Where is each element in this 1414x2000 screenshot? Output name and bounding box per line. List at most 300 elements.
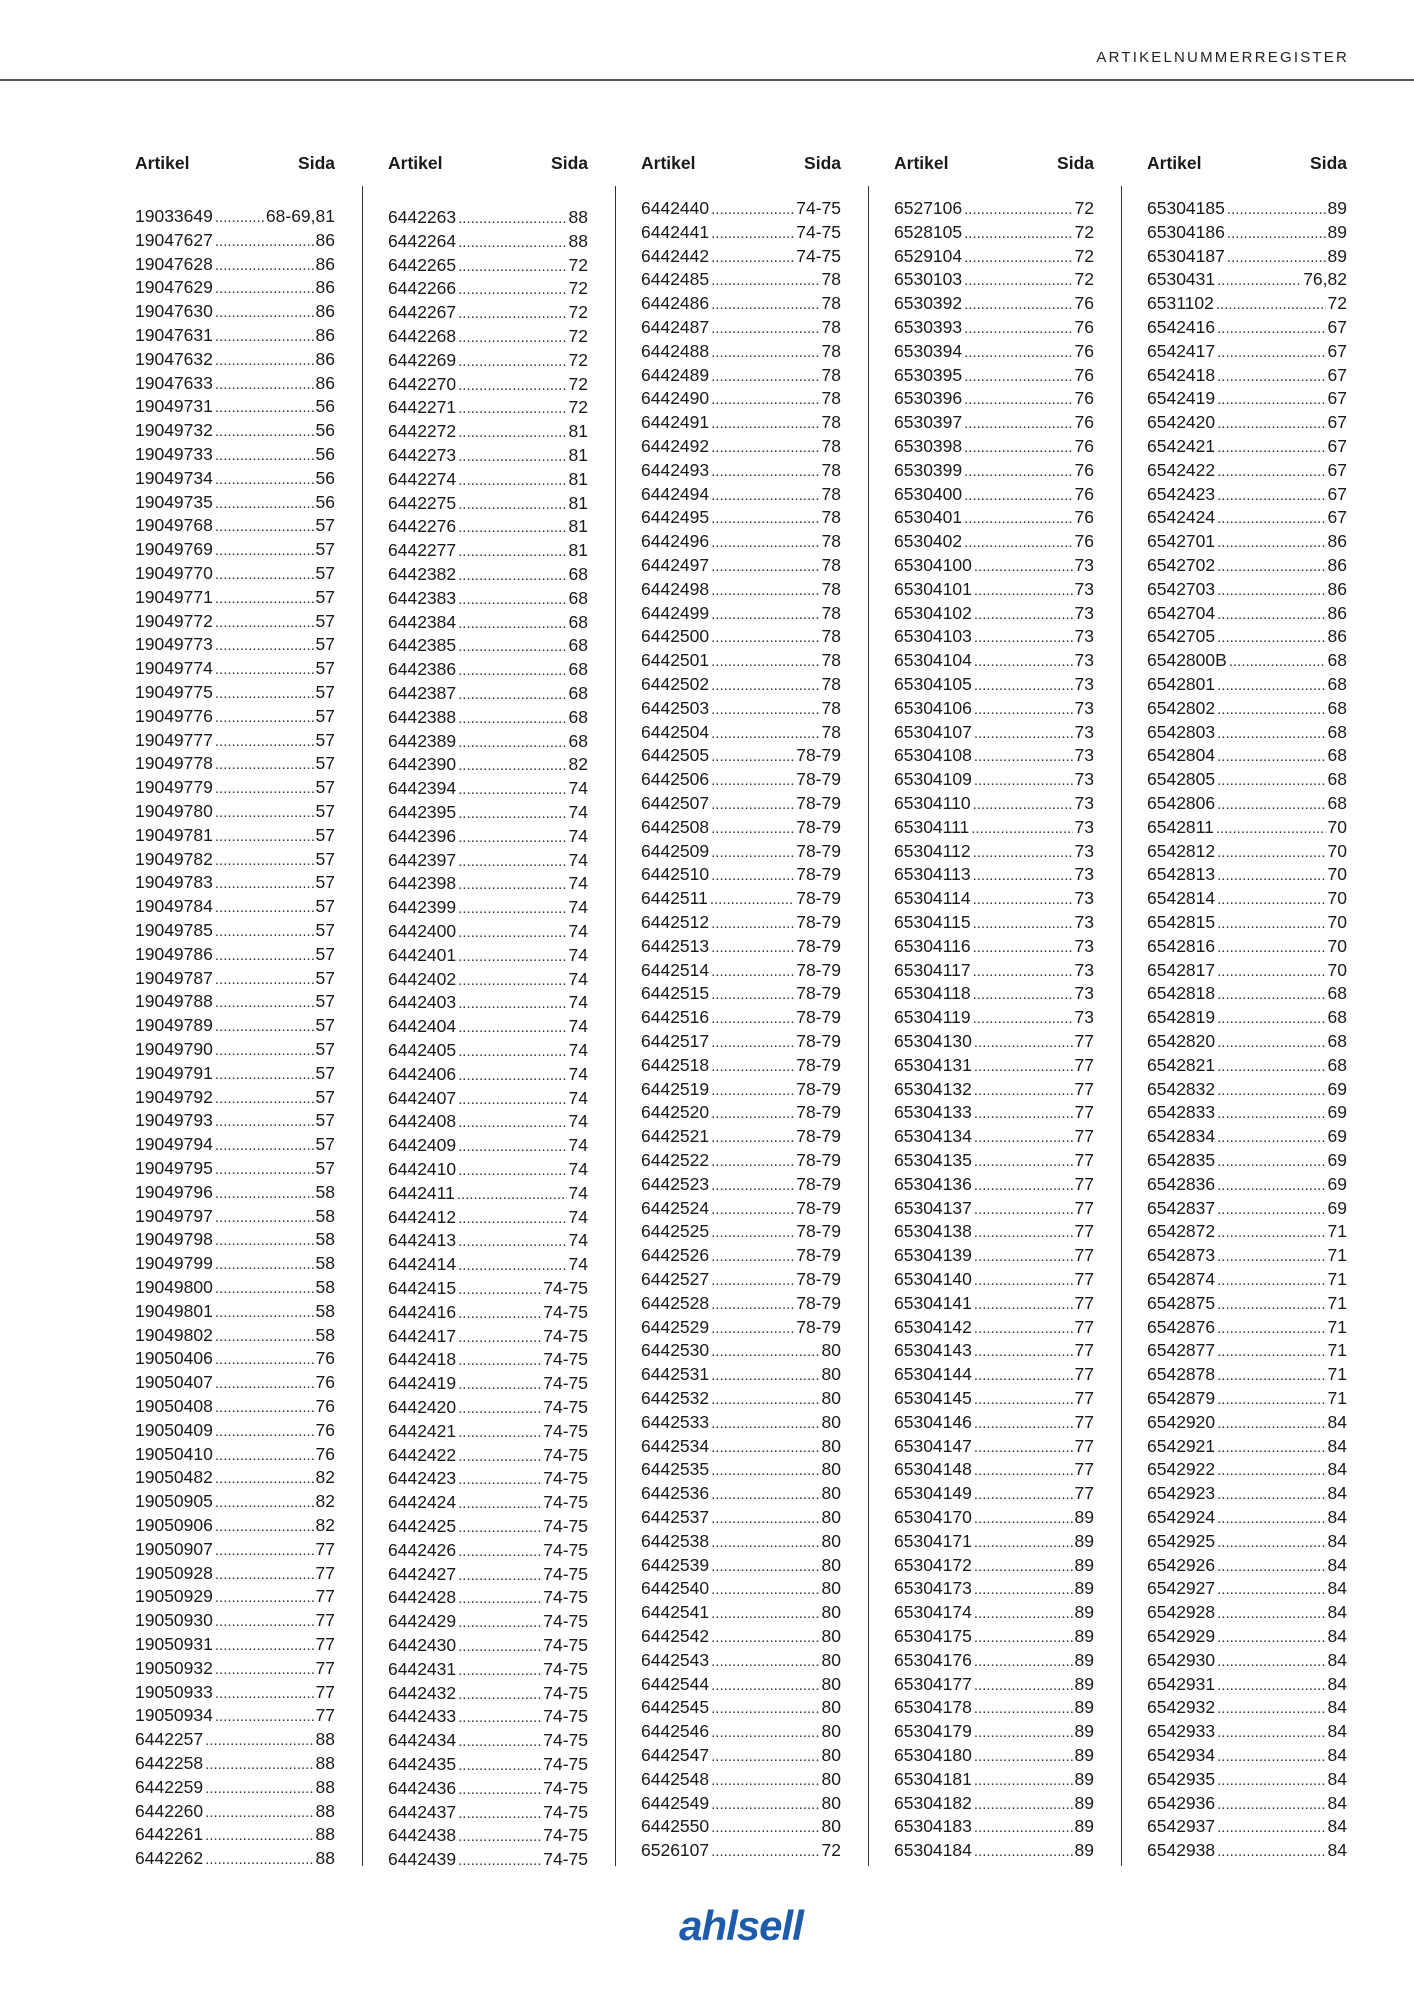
list-item — [388, 1039, 588, 1061]
list-item — [894, 1649, 1094, 1671]
list-item — [641, 268, 841, 290]
page-reference: 86 — [315, 253, 335, 274]
list-item — [388, 753, 588, 775]
page-reference: 78-79 — [796, 1316, 841, 1337]
page-reference: 68 — [568, 635, 588, 656]
list-item — [388, 896, 588, 918]
list-item — [388, 1848, 588, 1870]
article-number: 6542814 — [1147, 888, 1216, 909]
page-reference: 56 — [315, 444, 335, 464]
article-number: 6442541 — [641, 1602, 710, 1623]
page-reference: 72 — [1074, 198, 1094, 218]
page-reference: 89 — [1327, 198, 1347, 218]
dot-leader — [1227, 223, 1326, 245]
list-item — [641, 1720, 841, 1742]
dot-leader — [974, 1365, 1073, 1387]
article-number: 6442384 — [388, 611, 457, 632]
article-number: 6442389 — [388, 730, 457, 751]
article-number: 6442531 — [641, 1364, 710, 1385]
article-number: 6442402 — [388, 968, 457, 989]
list-item — [894, 387, 1094, 409]
page-reference: 78-79 — [796, 1007, 841, 1028]
article-number: 6542930 — [1147, 1649, 1216, 1670]
logo-text: ahlsell — [679, 1902, 803, 1949]
list-item — [388, 1444, 588, 1466]
page-reference: 78 — [821, 721, 841, 742]
list-item — [388, 1777, 588, 1799]
article-number: 6442277 — [388, 540, 457, 561]
dot-leader — [215, 1064, 314, 1086]
article-number: 19049792 — [135, 1086, 213, 1107]
page-reference: 78-79 — [796, 959, 841, 980]
dot-leader — [974, 675, 1073, 697]
page-reference: 70 — [1327, 816, 1347, 837]
page-reference: 84 — [1327, 1602, 1347, 1623]
list-item — [388, 1206, 588, 1228]
page-reference: 73 — [1074, 626, 1094, 647]
dot-leader — [458, 1755, 541, 1777]
dot-leader — [215, 659, 314, 681]
dot-leader — [458, 613, 566, 635]
article-number: 6542875 — [1147, 1292, 1216, 1313]
article-number: 65304100 — [894, 555, 972, 575]
dot-leader — [215, 1207, 314, 1229]
dot-leader — [711, 865, 794, 887]
page-reference: 76 — [1074, 436, 1094, 456]
list-item — [135, 1704, 335, 1726]
list-item — [388, 944, 588, 966]
article-number: 6442527 — [641, 1269, 710, 1289]
article-number: 6542704 — [1147, 602, 1216, 623]
list-item — [641, 768, 841, 790]
dot-leader — [458, 1350, 541, 1372]
list-item — [1147, 506, 1347, 528]
page-reference: 86 — [1327, 555, 1347, 575]
page-reference: 67 — [1327, 436, 1347, 456]
page-reference: 78-79 — [796, 912, 841, 932]
article-number: 6442266 — [388, 278, 457, 299]
article-number: 6442429 — [388, 1611, 457, 1632]
dot-leader — [458, 541, 566, 563]
dot-leader — [1217, 1508, 1325, 1530]
list-item — [894, 935, 1094, 957]
page-reference: 80 — [821, 1649, 841, 1670]
dot-leader — [458, 1112, 566, 1134]
list-item — [894, 1530, 1094, 1552]
article-number: 6442536 — [641, 1483, 710, 1504]
article-number: 6442421 — [388, 1420, 457, 1441]
page-reference: 76 — [1074, 412, 1094, 433]
list-item — [388, 1824, 588, 1846]
dot-leader — [205, 1778, 313, 1800]
list-item — [894, 1839, 1094, 1861]
article-number: 6530395 — [894, 364, 963, 385]
article-number: 6442382 — [388, 564, 457, 584]
dot-leader — [711, 1794, 819, 1816]
list-item — [388, 301, 588, 323]
page-reference: 74 — [568, 897, 588, 918]
dot-leader — [215, 374, 314, 396]
dot-leader — [458, 970, 566, 992]
article-number: 6542938 — [1147, 1840, 1216, 1861]
dot-leader — [974, 1270, 1073, 1292]
page-reference: 57 — [315, 824, 335, 845]
list-item — [641, 1339, 841, 1361]
dot-leader — [215, 635, 314, 657]
article-number: 6542937 — [1147, 1816, 1216, 1837]
page-reference: 78-79 — [796, 1292, 841, 1313]
article-number: 6542922 — [1147, 1459, 1216, 1480]
list-item — [388, 1325, 588, 1347]
page-reference: 74-75 — [543, 1349, 588, 1370]
page-reference: 88 — [568, 207, 588, 227]
list-item — [641, 1554, 841, 1576]
article-number: 65304144 — [894, 1364, 972, 1385]
dot-leader — [1217, 1532, 1325, 1554]
article-number: 6542816 — [1147, 935, 1216, 956]
dot-leader — [1217, 865, 1325, 887]
article-number: 19049734 — [135, 467, 213, 488]
list-item — [388, 230, 588, 252]
dot-leader — [1217, 1651, 1325, 1673]
page-reference: 77 — [1074, 1078, 1094, 1099]
page-reference: 80 — [821, 1673, 841, 1694]
list-item — [388, 492, 588, 514]
dot-leader — [458, 589, 566, 611]
dot-leader — [1217, 270, 1301, 292]
page-reference: 89 — [1074, 1554, 1094, 1575]
page-reference: 73 — [1074, 840, 1094, 861]
list-item — [135, 943, 335, 965]
article-number: 65304171 — [894, 1530, 972, 1551]
page-reference: 74-75 — [543, 1278, 588, 1298]
list-item — [894, 411, 1094, 433]
page-reference: 86 — [315, 325, 335, 345]
article-number: 6542835 — [1147, 1150, 1216, 1170]
list-item — [388, 682, 588, 704]
page-reference: 57 — [315, 1134, 335, 1155]
page-reference: 70 — [1327, 864, 1347, 885]
list-item — [1147, 435, 1347, 457]
page-reference: 70 — [1327, 912, 1347, 932]
dot-leader — [458, 1017, 566, 1039]
page-reference: 67 — [1327, 364, 1347, 385]
page-reference: 72 — [1074, 269, 1094, 290]
page-reference: 74-75 — [543, 1635, 588, 1655]
list-item — [1147, 530, 1347, 552]
list-item — [388, 920, 588, 942]
dot-leader — [458, 708, 566, 730]
article-number: 6442533 — [641, 1411, 710, 1432]
article-number: 6542934 — [1147, 1745, 1216, 1765]
page-reference: 57 — [315, 515, 335, 536]
list-item — [894, 292, 1094, 314]
page-reference: 84 — [1327, 1411, 1347, 1432]
article-number: 19050410 — [135, 1443, 213, 1464]
article-number: 6542876 — [1147, 1316, 1216, 1337]
list-item — [135, 1276, 335, 1298]
dot-leader — [458, 303, 566, 325]
page-reference: 84 — [1327, 1507, 1347, 1527]
list-item — [388, 1729, 588, 1751]
list-item — [135, 1514, 335, 1536]
list-item — [894, 1768, 1094, 1790]
dot-leader — [215, 1088, 314, 1110]
page-reference: 68 — [1327, 721, 1347, 742]
list-item — [894, 1078, 1094, 1100]
page-reference: 80 — [821, 1578, 841, 1599]
page-reference: 56 — [315, 467, 335, 488]
page-reference: 86 — [315, 372, 335, 393]
list-item — [1147, 1101, 1347, 1123]
article-number: 6542925 — [1147, 1530, 1216, 1551]
page-reference: 74 — [568, 849, 588, 870]
page-reference: 74-75 — [543, 1706, 588, 1727]
list-item — [135, 276, 335, 298]
article-number: 6442504 — [641, 721, 710, 742]
dot-leader — [458, 1374, 541, 1396]
dot-leader — [215, 1326, 314, 1348]
list-item — [135, 729, 335, 751]
page-reference: 73 — [1074, 555, 1094, 575]
page-reference: 80 — [821, 1745, 841, 1765]
dot-leader — [964, 437, 1072, 459]
list-item — [894, 1458, 1094, 1480]
article-number: 6442399 — [388, 897, 457, 918]
page-reference: 72 — [568, 278, 588, 299]
list-item — [388, 587, 588, 609]
article-number: 19047628 — [135, 253, 213, 274]
page-reference: 78-79 — [796, 1054, 841, 1075]
list-item — [894, 1554, 1094, 1576]
article-number: 6542424 — [1147, 507, 1216, 528]
list-item — [388, 730, 588, 752]
dot-leader — [458, 398, 566, 420]
article-number: 19049784 — [135, 896, 213, 917]
dot-leader — [458, 779, 566, 801]
page-reference: 84 — [1327, 1792, 1347, 1813]
article-number: 19047633 — [135, 372, 213, 393]
page-reference: 74 — [568, 968, 588, 989]
list-item — [641, 1316, 841, 1338]
article-number: 19050930 — [135, 1610, 213, 1631]
list-item — [388, 1134, 588, 1156]
dot-leader — [215, 1230, 314, 1252]
article-number: 6530402 — [894, 531, 963, 552]
page-reference: 67 — [1327, 507, 1347, 528]
page-reference: 86 — [1327, 531, 1347, 552]
article-number: 6542935 — [1147, 1768, 1216, 1789]
dot-leader — [1217, 508, 1325, 530]
dot-leader — [711, 604, 819, 626]
list-item — [894, 1054, 1094, 1076]
page-reference: 57 — [315, 991, 335, 1012]
dot-leader — [974, 1056, 1073, 1078]
article-number: 6442506 — [641, 769, 710, 790]
article-number: 6442261 — [135, 1824, 204, 1845]
page-reference: 89 — [1327, 245, 1347, 266]
list-item — [894, 197, 1094, 219]
article-number: 19049786 — [135, 943, 213, 964]
article-number: 6442276 — [388, 516, 457, 537]
dot-leader — [974, 1698, 1073, 1720]
list-item — [1147, 554, 1347, 576]
list-item — [1147, 1720, 1347, 1742]
dot-leader — [973, 889, 1073, 911]
page-reference: 72 — [1327, 293, 1347, 314]
article-number: 6542931 — [1147, 1673, 1216, 1694]
page-reference: 77 — [315, 1562, 335, 1583]
dot-leader — [1227, 199, 1326, 221]
article-number: 65304182 — [894, 1792, 972, 1813]
dot-leader — [974, 1246, 1073, 1268]
dot-leader — [458, 1612, 541, 1634]
page-reference: 77 — [1074, 1269, 1094, 1289]
page-reference: 84 — [1327, 1721, 1347, 1742]
dot-leader — [458, 1565, 541, 1587]
page-reference: 77 — [1074, 1150, 1094, 1170]
page-reference: 68 — [568, 659, 588, 680]
page-reference: 58 — [315, 1253, 335, 1274]
page-reference: 84 — [1327, 1649, 1347, 1670]
list-item — [1147, 1030, 1347, 1052]
article-number: 6442416 — [388, 1301, 457, 1322]
dot-leader — [711, 1341, 819, 1363]
list-item — [1147, 1506, 1347, 1528]
dot-leader — [215, 683, 314, 705]
page-reference: 69 — [1327, 1078, 1347, 1099]
page-reference: 58 — [315, 1229, 335, 1250]
article-number: 6542813 — [1147, 864, 1216, 885]
page-reference: 74-75 — [543, 1539, 588, 1560]
article-number: 65304131 — [894, 1054, 972, 1075]
page-reference: 74-75 — [543, 1563, 588, 1584]
page-reference: 73 — [1074, 983, 1094, 1004]
page-reference: 76 — [1074, 364, 1094, 385]
article-number: 6530401 — [894, 507, 963, 528]
dot-leader — [458, 755, 566, 777]
page-reference: 68 — [568, 706, 588, 727]
list-item — [641, 1601, 841, 1623]
page-reference: 89 — [1074, 1840, 1094, 1861]
article-number: 65304106 — [894, 697, 972, 718]
list-item — [135, 1538, 335, 1560]
article-number: 65304102 — [894, 602, 972, 623]
page-reference: 71 — [1327, 1388, 1347, 1408]
page-reference: 80 — [821, 1530, 841, 1551]
dot-leader — [974, 1199, 1073, 1221]
dot-leader — [973, 842, 1073, 864]
page-reference: 74 — [568, 1040, 588, 1060]
list-item — [894, 1220, 1094, 1242]
dot-leader — [711, 1532, 819, 1554]
page-reference: 70 — [1327, 840, 1347, 861]
article-number: 6442419 — [388, 1373, 457, 1394]
dot-leader — [711, 746, 794, 768]
article-number: 6542921 — [1147, 1435, 1216, 1456]
dot-leader — [205, 1730, 313, 1752]
article-number: 6442435 — [388, 1754, 457, 1774]
article-number: 6542821 — [1147, 1054, 1216, 1075]
page-reference: 77 — [1074, 1245, 1094, 1266]
list-item — [1147, 959, 1347, 981]
dot-leader — [215, 302, 314, 324]
dot-leader — [1217, 1008, 1325, 1030]
page-reference: 78 — [821, 531, 841, 552]
page-reference: 57 — [315, 658, 335, 679]
dot-leader — [711, 794, 794, 816]
dot-leader — [974, 1651, 1073, 1673]
dot-leader — [1217, 1389, 1325, 1411]
page-reference: 73 — [1074, 816, 1094, 837]
article-number: 6542422 — [1147, 459, 1216, 480]
page-reference: 57 — [315, 943, 335, 964]
dot-leader — [1217, 794, 1325, 816]
dot-leader — [711, 984, 794, 1006]
list-item — [641, 1268, 841, 1290]
article-number: 19049800 — [135, 1277, 213, 1297]
article-number: 6530398 — [894, 436, 963, 456]
page-reference: 89 — [1074, 1626, 1094, 1646]
list-item — [641, 292, 841, 314]
article-number: 19033649 — [135, 206, 213, 226]
page-reference: 77 — [1074, 1411, 1094, 1432]
dot-leader — [711, 318, 819, 340]
page-reference: 84 — [1327, 1697, 1347, 1718]
index-columns — [0, 152, 1414, 1872]
article-number: 19050906 — [135, 1515, 213, 1535]
list-item — [135, 824, 335, 846]
article-number: 65304111 — [894, 816, 970, 837]
article-number: 6442410 — [388, 1159, 457, 1179]
article-number: 6530399 — [894, 459, 963, 480]
page-reference: 70 — [1327, 959, 1347, 980]
page-reference: 89 — [1074, 1721, 1094, 1742]
page-reference: 74-75 — [543, 1682, 588, 1703]
page-reference: 86 — [1327, 626, 1347, 647]
dot-leader — [458, 1826, 541, 1848]
dot-leader — [1217, 461, 1325, 483]
dot-leader — [974, 699, 1073, 721]
page-reference: 76 — [1074, 388, 1094, 409]
dot-leader — [974, 1437, 1073, 1459]
page-reference: 67 — [1327, 483, 1347, 504]
dot-leader — [1217, 366, 1325, 388]
article-number: 6542806 — [1147, 793, 1216, 813]
list-item — [641, 1577, 841, 1599]
page-reference: 88 — [315, 1776, 335, 1797]
list-item — [1147, 1554, 1347, 1576]
list-item — [641, 197, 841, 219]
article-number: 6530394 — [894, 340, 963, 361]
article-number: 19049774 — [135, 658, 213, 679]
page-reference: 76 — [1074, 340, 1094, 361]
article-number: 6542928 — [1147, 1602, 1216, 1623]
list-item — [1147, 697, 1347, 719]
list-item — [894, 1744, 1094, 1766]
article-number: 6442525 — [641, 1221, 710, 1242]
dot-leader — [964, 223, 1072, 245]
article-number: 6542879 — [1147, 1388, 1216, 1408]
list-item — [1147, 792, 1347, 814]
list-item — [388, 1682, 588, 1704]
page-reference: 72 — [568, 254, 588, 275]
page-reference: 78-79 — [796, 840, 841, 861]
dot-leader — [974, 1460, 1073, 1482]
dot-leader — [711, 913, 794, 935]
list-item — [135, 1371, 335, 1393]
list-item — [1147, 1078, 1347, 1100]
